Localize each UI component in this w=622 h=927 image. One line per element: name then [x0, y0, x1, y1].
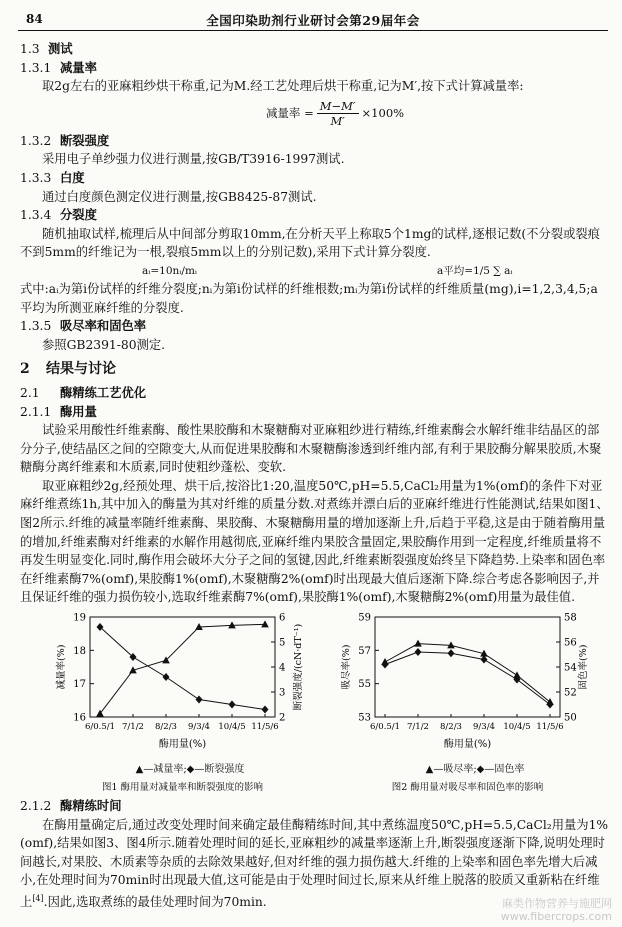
section-1-3-1-heading [20, 59, 610, 78]
weight-loss-text: 取2g左右的亚麻粗纱烘干称重,记为M.经工艺处理后烘干称重,记为M′,按下式计算减量率: [42, 79, 524, 94]
y2-tick-label: 56 [564, 637, 577, 649]
y-axis-label: 减量率(%) [56, 644, 67, 690]
y2-tick-label: 52 [564, 687, 577, 699]
data-point-固色率 [481, 656, 488, 664]
x-tick-label: 10/4/5 [218, 722, 246, 733]
enzyme-dosage-paragraph-1: 试验采用酸性纤维素酶、酸性果胶酶和木聚糖酶对亚麻粗纱进行精练,纤维素酶会水解纤维非结晶区的部分分子,使结晶区之间的空隙变大,从而促进果胶酶和木聚糖酶渗透到纤维内部,有利于果胶酶分解果胶质,木聚糖酶分离纤维素和木质素,同时使粗纱蓬松、变软. [20, 423, 602, 475]
y-tick-label: 18 [73, 645, 86, 657]
splitting-text: 随机抽取试样,梳理后从中间部分剪取10mm,在分析天平上称取5个1mg的试样,逐根记数(不分裂或裂痕不到5mm的纤维记为一根,裂痕5mm以上的分别记数),采用下式计算分裂度. [20, 226, 600, 260]
section-title: 酶精练工艺优化 [60, 384, 147, 400]
data-point-断裂强度 [229, 701, 236, 709]
section-1-3-heading [20, 40, 610, 59]
section-number: 1.3.2 [20, 133, 52, 148]
journal-title: 全国印染助剂行业研讨会第29届年会 [206, 13, 420, 28]
section-title: 分裂度 [60, 207, 97, 223]
figures-row [20, 609, 610, 797]
watermark-line-1: 麻类作物营养与施肥网 [502, 897, 612, 910]
x-tick-label: 7/1/2 [407, 722, 429, 733]
x-tick-label: 7/1/2 [122, 722, 144, 733]
splitting-variable-definitions: 式中:aᵢ为第i份试样的纤维分裂度;nᵢ为第i份试样的纤维根数;mᵢ为第i份试样的纤维质量(mg),i=1,2,3,4,5;a平均为所测亚麻纤维的分裂度. [20, 281, 598, 315]
enzyme-dosage-paragraph-2: 取亚麻粗纱2g,经预处理、烘干后,按浴比1:20,温度50℃,pH=5.5,CaCl₂用量为1%(omf)的条件下对亚麻纤维煮练1h,其中加入的酶量为其对纤维的质量分数.对煮练并漂白后的亚麻纤维进行性能测试,结果如图1、图2所示.纤维的减量率随纤维素酶、果胶酶、木聚糖酶用量的增加逐渐上升,后趋于平稳,这是由于随着酶用量的增加,纤维素酶对纤维素的水解作用越彻底,亚麻纤维内果胶含量固定,果胶酶作用到一定程度,纤维质量将不再发生明显变化.同时,酶作用会破坏大分子之间的氢键,因此,纤维素断裂强度始终呈下降趋势.上染率和固色率在纤维素酶7%(omf),果胶酶1%(omf),木聚糖酶2%(omf)时出现最大值后逐渐下降.综合考虑各影响因子,并且保证纤维的强力损伤较小,选取纤维素酶7%(omf),果胶酶1%(omf),木聚糖酶2%(omf)用量为最佳值. [20, 478, 609, 605]
splitting-formula-2: a平均=1/5 ∑ aᵢ [437, 264, 513, 277]
section-1-3-4-heading [20, 206, 610, 225]
y-tick-label: 19 [73, 612, 86, 624]
y2-tick-label: 54 [564, 662, 577, 674]
y-tick-label: 53 [358, 712, 371, 724]
y2-tick-label: 58 [564, 612, 577, 624]
figure-2-caption: 图2 酶用量对吸尽率和固色率的影响 [391, 782, 544, 794]
formula-lhs: 减量率 = [265, 106, 314, 121]
data-point-固色率 [382, 661, 389, 669]
figure-1-legend: ▲—减量率;◆—断裂强度 [135, 764, 245, 776]
citation-ref[interactable]: [4] [32, 894, 44, 903]
formula-rhs: ×100% [361, 106, 405, 121]
whiteness-text: 通过白度颜色测定仪进行测量,按GB8425-87测试. [42, 189, 317, 204]
data-point-吸尽率 [414, 640, 422, 647]
figure-2-legend: ▲—吸尽率;◆—固色率 [425, 764, 525, 776]
x-tick-label: 9/3/4 [188, 722, 210, 733]
section-title: 酶精练时间 [60, 798, 122, 814]
section-number: 1.3.3 [20, 170, 52, 185]
figure-2-chart [335, 609, 600, 759]
data-point-固色率 [415, 648, 422, 656]
y-tick-label: 16 [73, 712, 86, 724]
y2-axis-label: 固色率(%) [578, 644, 589, 690]
section-number: 1.3.5 [20, 319, 52, 334]
x-axis-label: 酶用量(%) [158, 739, 207, 751]
y2-tick-label: 4 [279, 662, 286, 674]
data-point-断裂强度 [163, 673, 170, 681]
y-tick-label: 59 [358, 612, 371, 624]
x-tick-label: 6/0.5/1 [369, 722, 401, 733]
section-number: 2.1.1 [20, 404, 52, 419]
series-line-固色率 [385, 652, 550, 705]
data-point-固色率 [448, 649, 455, 657]
y2-tick-label: 5 [279, 637, 286, 649]
x-tick-label: 9/3/4 [473, 722, 495, 733]
section-1-3-5-heading [20, 317, 610, 336]
section-1-3-3-heading [20, 169, 610, 188]
splitting-formula-1: aᵢ=10nᵢ/mᵢ [142, 264, 198, 277]
section-number: 2 [20, 361, 30, 378]
formula-denominator: M′ [330, 113, 345, 128]
exhaustion-text: 参照GB2391-80测定. [42, 337, 166, 352]
section-number: 1.3 [20, 42, 40, 56]
formula-numerator: M−M′ [317, 100, 359, 114]
plot-frame [90, 617, 275, 717]
section-title: 酶用量 [60, 403, 97, 419]
section-number: 2.1 [20, 385, 40, 400]
y2-tick-label: 3 [279, 687, 286, 699]
series-line-吸尽率 [385, 644, 550, 702]
figure-1-chart [50, 609, 315, 759]
y-tick-label: 55 [358, 679, 371, 691]
section-number: 2.1.2 [20, 799, 52, 814]
section-title: 测试 [48, 41, 73, 56]
data-point-断裂强度 [262, 706, 269, 714]
section-number: 1.3.4 [20, 208, 52, 223]
y-tick-label: 17 [73, 679, 86, 691]
section-title: 结果与讨论 [46, 361, 116, 378]
enzyme-time-text: 在酶用量确定后,通过改变处理时间来确定最佳酶精练时间,其中煮练温度50℃,pH=5.5,CaCl₂用量为1%(omf),结果如图3、图4所示.随着处理时间的延长,亚麻粗纱的减量率逐渐上升,断裂强度逐渐下降,说明处理时间越长,对果胶、木质素等杂质的去除效果越好,但对纤维的强力损伤越大.纤维的上染率和固色率先增大后减小,在处理时间为70min时出现最大值,这可能是由于处理时间过长,原来从纤维上脱落的胶质又重新粘在纤维上 [20, 817, 609, 910]
y2-tick-label: 50 [564, 712, 577, 724]
section-number: 1.3.1 [20, 60, 52, 75]
x-tick-label: 8/2/3 [440, 722, 462, 733]
y-axis-label: 吸尽率(%) [341, 644, 352, 690]
section-title: 断裂强度 [60, 132, 110, 148]
strength-text: 采用电子单纱强力仪进行测量,按GB/T3916-1997测试. [42, 152, 345, 167]
y2-tick-label: 6 [279, 612, 286, 624]
data-point-减量率 [261, 620, 269, 627]
weight-loss-formula [60, 96, 610, 132]
watermark [501, 897, 612, 923]
series-line-减量率 [100, 624, 265, 713]
section-2-1-2-heading [20, 797, 610, 816]
x-tick-label: 8/2/3 [155, 722, 177, 733]
section-1-3-2-heading [20, 132, 610, 151]
y2-tick-label: 2 [279, 712, 286, 724]
y-tick-label: 57 [358, 645, 371, 657]
plot-frame [375, 617, 560, 717]
section-2-heading [20, 360, 610, 379]
watermark-line-2: www.fibercrops.com [500, 910, 612, 923]
section-title: 吸尽率和固色率 [60, 318, 147, 334]
x-axis-label: 酶用量(%) [443, 739, 492, 751]
x-tick-label: 11/5/6 [536, 722, 564, 733]
splitting-formulas [20, 262, 610, 280]
formula-fraction [317, 100, 359, 128]
figure-1 [50, 609, 315, 794]
section-2-1-1-heading [20, 403, 610, 422]
section-title: 减量率 [60, 59, 97, 75]
enzyme-time-text-end: .因此,选取煮练的最佳处理时间为70min. [43, 895, 267, 910]
running-header [18, 8, 608, 31]
data-point-固色率 [547, 701, 554, 709]
section-title: 白度 [60, 169, 85, 185]
x-tick-label: 10/4/5 [503, 722, 531, 733]
x-tick-label: 11/5/6 [251, 722, 279, 733]
x-tick-label: 6/0.5/1 [84, 722, 116, 733]
section-2-1-heading [20, 384, 610, 403]
series-line-断裂强度 [100, 627, 265, 710]
figure-1-caption: 图1 酶用量对减量率和断裂强度的影响 [101, 782, 264, 794]
y2-axis-label: 断裂强度/(cN·dT⁻¹) [293, 623, 304, 711]
data-point-断裂强度 [196, 696, 203, 704]
figure-2 [335, 609, 600, 794]
page-number: 84 [26, 12, 43, 26]
article-body [20, 40, 610, 912]
